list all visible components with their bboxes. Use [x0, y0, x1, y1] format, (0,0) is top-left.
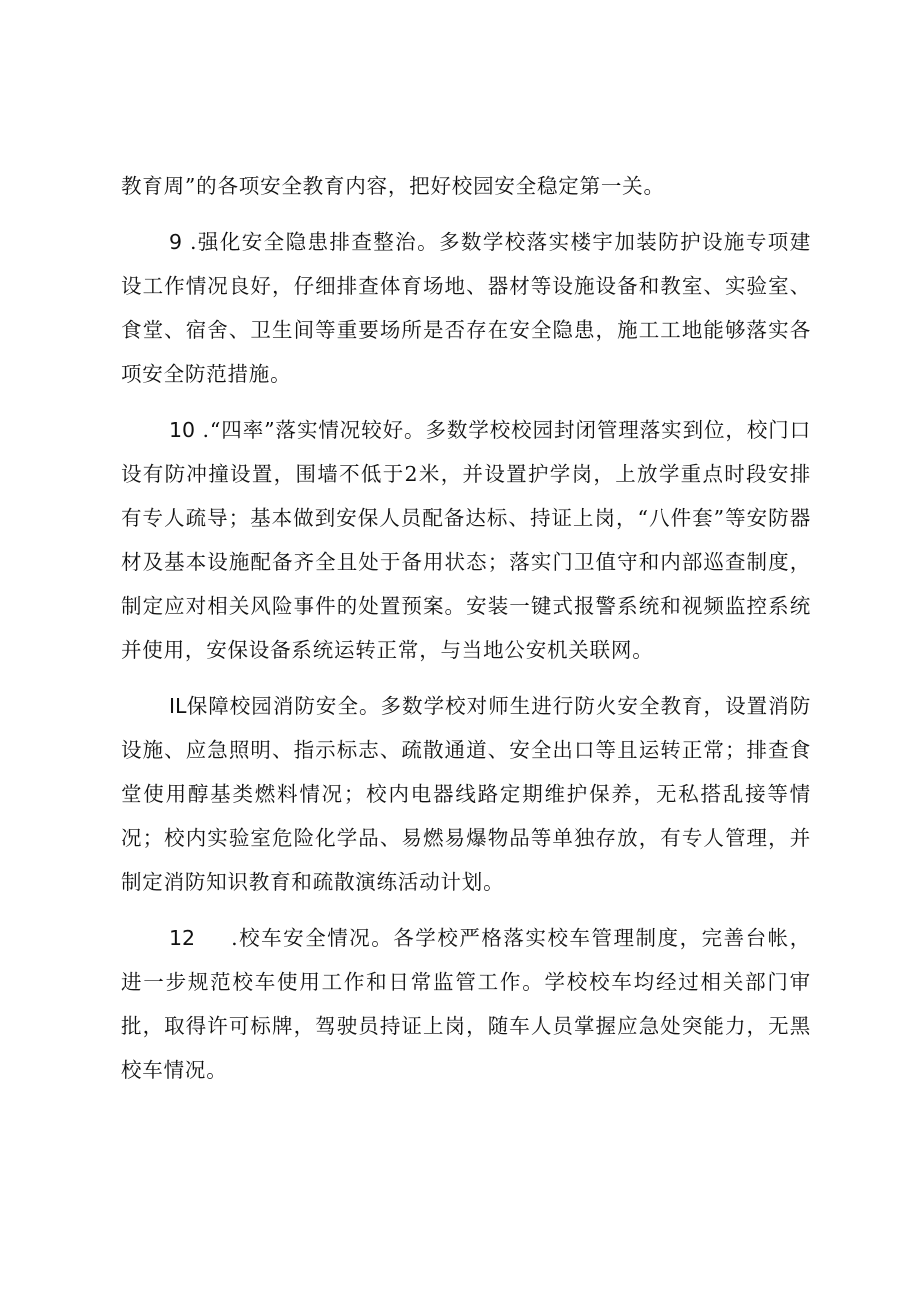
paragraph-text: 教育周”的各项安全教育内容，把好校园安全稳定第一关。: [121, 174, 665, 198]
item-number: IL: [169, 694, 187, 718]
paragraph-text: .强化安全隐患排查整治。多数学校落实楼宇加装防护设施专项建设工作情况良好，仔细排查体育场地、器材等设施设备和教室、实验室、食堂、宿舍、卫生间等重要场所是否存在安全隐患，施工工地能够落实各项安全防范措施。: [121, 230, 811, 386]
paragraph-item-11: [121, 684, 811, 904]
item-number: 10: [169, 418, 196, 442]
paragraph-text: .“四率”落实情况较好。多数学校校园封闭管理落实到位，校门口设有防冲撞设置，围墙不低于2米，并设置护学岗，上放学重点时段安排有专人疏导；基本做到安保人员配备达标、持证上岗，“八件套”等安防器材及基本设施配备齐全且处于备用状态；落实门卫值守和内部巡查制度，制定应对相关风险事件的处置预案。安装一键式报警系统和视频监控系统并使用，安保设备系统运转正常，与当地公安机关联网。: [121, 418, 811, 662]
paragraph-item-9: [121, 220, 811, 396]
document-body: [121, 164, 811, 1104]
paragraph-text: 保障校园消防安全。多数学校对师生进行防火安全教育，设置消防设施、应急照明、指示标志、疏散通道、安全出口等且运转正常；排查食堂使用醇基类燃料情况；校内电器线路定期维护保养，无私搭乱接等情况；校内实验室危险化学品、易燃易爆物品等单独存放，有专人管理，并制定消防知识教育和疏散演练活动计划。: [121, 694, 811, 894]
paragraph-text: .校车安全情况。各学校严格落实校车管理制度，完善台帐，进一步规范校车使用工作和日常监管工作。学校校车均经过相关部门审批，取得许可标牌，驾驶员持证上岗，随车人员掌握应急处突能力，无黑校车情况。: [121, 926, 811, 1082]
item-number: 12: [169, 926, 196, 950]
paragraph-item-12: [121, 916, 811, 1092]
item-number: 9: [169, 230, 183, 254]
paragraph-continuation: [121, 164, 811, 208]
paragraph-item-10: [121, 408, 811, 672]
